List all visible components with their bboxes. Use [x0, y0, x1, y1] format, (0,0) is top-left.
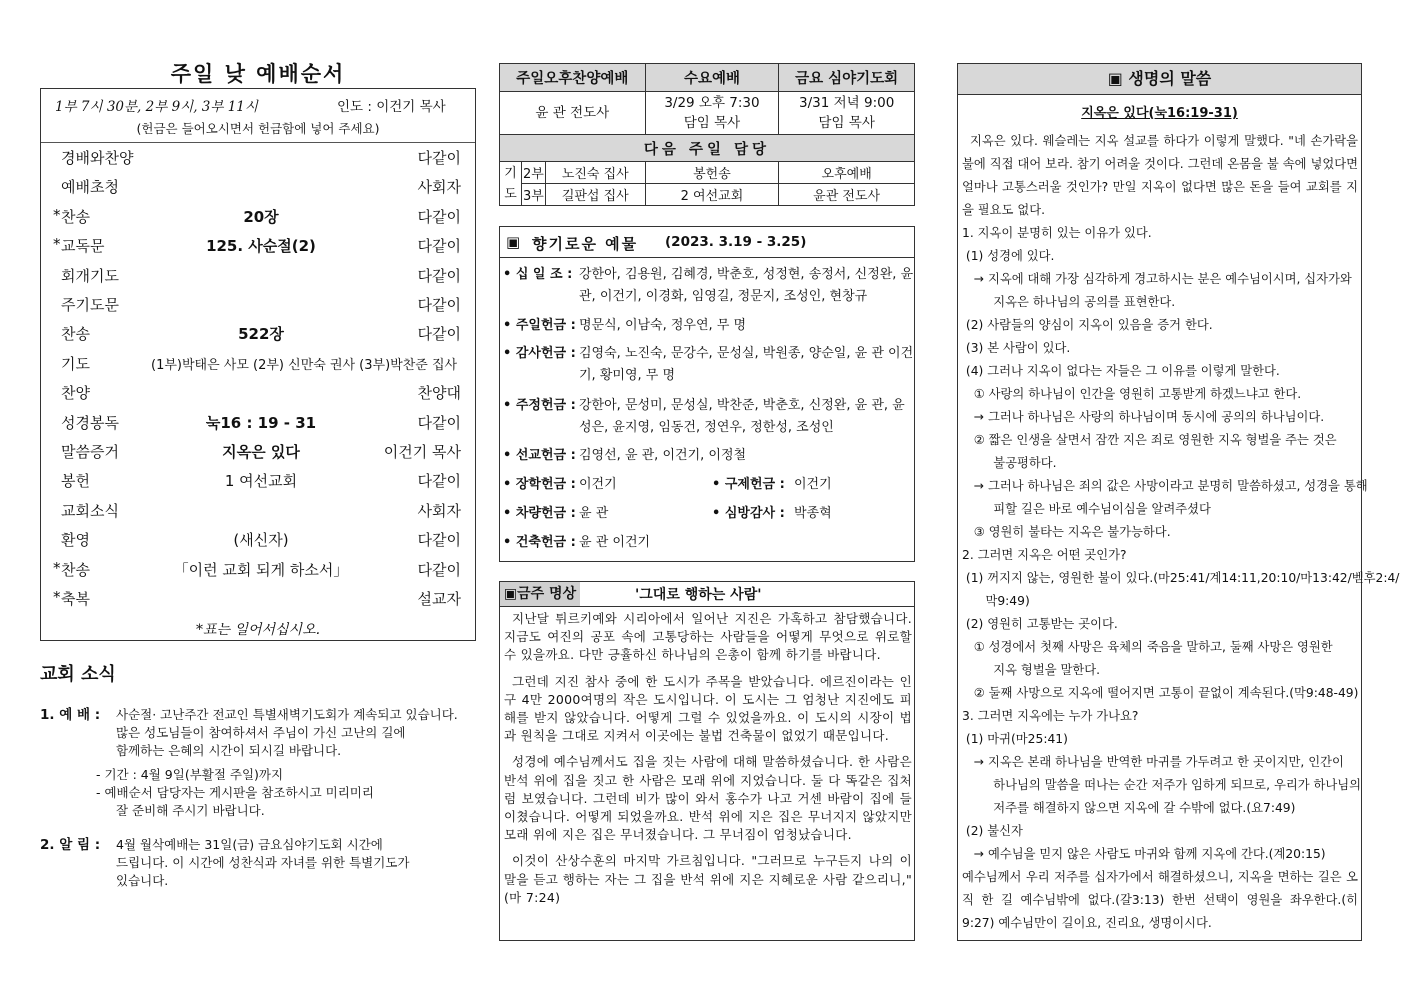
- schedule-header: 수요예배: [645, 64, 779, 92]
- order-row: [47, 294, 461, 322]
- order-item-role: 찬양대: [417, 384, 461, 403]
- order-item-detail: 지옥은 있다: [222, 443, 300, 461]
- news-item-head: 1. 예 배 :: [40, 707, 101, 723]
- offering-weekly: [503, 395, 915, 439]
- offering-names: 김영선, 윤 관, 이건기, 이정철: [579, 448, 747, 463]
- order-row: [47, 470, 461, 498]
- order-row: [47, 588, 461, 616]
- divider: [41, 142, 475, 143]
- sermon-line: → 그러나 하나님은 사랑의 하나님이며 동시에 공의의 하나님이다.: [962, 410, 1325, 424]
- offering-label: • 선교헌금 :: [503, 448, 576, 463]
- meditation-header: [500, 582, 914, 607]
- order-item-role: 다같이: [417, 237, 461, 256]
- order-item-label: 경배와찬양: [61, 149, 134, 167]
- news-item-head: 2. 알 림 :: [40, 837, 101, 853]
- order-item-role: 사회자: [417, 178, 461, 197]
- sermon-line: 막9:49): [962, 594, 1030, 608]
- meditation-box: [499, 581, 915, 941]
- offering-label: • 장학헌금 :: [503, 477, 576, 492]
- offering-names: 강한아, 김용원, 김혜경, 박춘호, 성정현, 송정서, 신정완, 윤 관, 이건기, 이경화, 임영길, 정문지, 조성인, 현창규: [579, 267, 914, 304]
- offering-names: 강한아, 문성미, 문성실, 박찬준, 박춘호, 신정완, 윤 관, 윤성은, 윤지영, 임동건, 정연우, 정한성, 조성인: [579, 398, 905, 435]
- order-item-detail: 522장: [238, 325, 284, 344]
- offerings-box: [499, 226, 915, 562]
- offering-names: 박종혁: [794, 506, 832, 521]
- sermon-line: (3) 본 사람이 있다.: [962, 341, 1071, 355]
- sermon-line: 지옥은 하나님의 공의를 표현한다.: [962, 295, 1176, 309]
- offering-names: 윤 관: [579, 506, 609, 521]
- offering-relief: [712, 474, 912, 496]
- order-item-detail: 「이런 교회 되게 하소서」: [173, 560, 349, 579]
- news-line: 함께하는 은혜의 시간이 되시길 바랍니다.: [116, 743, 342, 758]
- sermon-line: (1) 성경에 있다.: [962, 249, 1055, 263]
- order-item-detail: 20장: [243, 207, 279, 226]
- news-line: 4월 월삭예배는 31일(금) 금요심야기도회 시간에: [116, 837, 383, 852]
- prayer-label: 기 도: [500, 162, 522, 206]
- sermon-closing: 예수님께서 우리 저주를 십자가에서 해결하셨으니, 지옥을 면하는 길은 오직 한 길 예수님밖에 없다.(갈3:13) 한번 선택이 영원을 좌우한다.(히9:27) 예수님만이 길이요, 진리요, 생명이시다.: [962, 870, 1358, 930]
- sermon-outline: [962, 222, 1400, 866]
- offering-label: • 십 일 조 :: [503, 267, 573, 282]
- order-row: [47, 147, 461, 175]
- order-item-label: 교회소식: [61, 501, 119, 520]
- prayer-person: 길판섭 집사: [545, 184, 645, 206]
- offerings-header: [500, 227, 914, 258]
- sermon-line: → 지옥에 대해 가장 심각하게 경고하시는 분은 예수님이시며, 십자가와: [962, 272, 1352, 286]
- order-item-label: 찬송: [61, 325, 90, 344]
- square-icon: ▣: [506, 233, 521, 251]
- sermon-line: 지옥 형벌을 말한다.: [962, 663, 1101, 677]
- schedule-header: 주일오후찬양예배: [500, 64, 646, 92]
- service-part: 2부: [521, 162, 545, 184]
- order-row: [47, 235, 461, 263]
- news-line: 드립니다. 이 시간에 성찬식과 자녀를 위한 특별기도가: [116, 855, 410, 870]
- order-title: 주일 낮 예배순서: [170, 62, 346, 86]
- order-item-label: 기도: [61, 354, 90, 373]
- pm-service-label: 오후예배: [779, 162, 915, 184]
- offering-mission: [503, 445, 915, 467]
- schedule-person: 담임 목사: [683, 115, 741, 131]
- order-item-detail: 1 여선교회: [224, 472, 298, 491]
- offering-label: • 주일헌금 :: [503, 318, 576, 333]
- news-item-notice: [40, 836, 460, 896]
- stand-mark: *: [53, 558, 61, 577]
- offering-names: 김영숙, 노진숙, 문강수, 문성실, 박원종, 양순일, 윤 관 이건기, 황미영, 무 명: [579, 346, 914, 383]
- sermon-line: (2) 사람들의 양심이 지옥이 있음을 증거 한다.: [962, 318, 1213, 332]
- order-item-role: 다같이: [417, 296, 461, 314]
- meditation-label: ▣금주 명상: [500, 582, 580, 606]
- sermon-line: 저주를 해결하지 않으면 지옥에 갈 수밖에 없다.(요7:49): [962, 801, 1296, 815]
- offering-label: • 심방감사 :: [712, 506, 785, 521]
- sermon-line: ② 둘째 사망으로 지옥에 떨어지면 고통이 끝없이 계속된다.(막9:48-49): [962, 686, 1359, 700]
- order-item-role: 설교자: [417, 590, 461, 608]
- schedule-person: 담임 목사: [818, 115, 875, 131]
- service-leader: 인도 : 이건기 목사: [337, 99, 446, 115]
- offering-visit-thanks: [712, 503, 912, 525]
- order-item-label: 주기도문: [61, 296, 119, 314]
- schedule-table: [499, 63, 915, 206]
- offering-building: [503, 532, 915, 554]
- sermon-line: → 지옥은 본래 하나님을 반역한 마귀를 가두려고 한 곳이지만, 인간이: [962, 755, 1344, 769]
- sermon-line: ③ 영원히 불타는 지옥은 불가능하다.: [962, 525, 1171, 539]
- order-item-label: 찬송: [61, 207, 90, 226]
- order-item-role: 다같이: [417, 560, 461, 579]
- offerings-period: (2023. 3.19 - 3.25): [665, 234, 807, 250]
- sermon-line: ① 성경에서 첫째 사망은 육체의 죽음을 말하고, 둘째 사망은 영원한: [962, 640, 1333, 654]
- order-item-role: 다같이: [417, 325, 461, 344]
- order-item-role: 다같이: [417, 207, 461, 226]
- schedule-header: 금요 심야기도회: [779, 64, 915, 92]
- stand-mark: *: [53, 235, 61, 254]
- news-sub-line: - 기간 : 4월 9일(부활절 주일)까지: [96, 767, 284, 782]
- words-of-life-title: ▣ 생명의 말씀: [958, 64, 1361, 95]
- sermon-line: ② 짧은 인생을 살면서 잠깐 지은 죄로 영원한 지옥 형벌을 주는 것은: [962, 433, 1337, 447]
- worship-order-box: [40, 88, 476, 641]
- sermon-subtitle: 지옥은 있다(눅16:19-31): [1081, 106, 1238, 121]
- sermon-line: (2) 영원히 고통받는 곳이다.: [962, 617, 1118, 631]
- news-line: 많은 성도님들이 참여하셔서 주님이 가신 고난의 길에: [116, 725, 406, 740]
- prayer-leaders: (1부)박태은 사모 (2부) 신만숙 권사 (3부)박찬준 집사: [151, 357, 458, 373]
- offering-label: • 차량헌금 :: [503, 506, 576, 521]
- order-row: [47, 559, 461, 587]
- news-sub-line: - 예배순서 담당자는 게시판을 참조하시고 미리미리: [96, 785, 374, 800]
- sermon-line: 불공평하다.: [962, 456, 1057, 470]
- sermon-line: (4) 그러나 지옥이 없다는 자들은 그 이유를 이렇게 말한다.: [962, 364, 1280, 378]
- order-row: [47, 500, 461, 528]
- schedule-cell: 윤 관 전도사: [500, 92, 646, 135]
- order-item-role: 사회자: [417, 501, 461, 520]
- offerings-title: 향기로운 예물: [532, 235, 639, 253]
- order-item-label: 말씀증거: [61, 443, 119, 461]
- order-item-label: 봉헌: [61, 472, 90, 491]
- offering-names: 윤 관 이건기: [579, 535, 651, 550]
- order-item-label: 성경봉독: [61, 413, 119, 432]
- sermon-line: 하나님의 말씀을 떠나는 순간 저주가 임하게 되므로, 우리가 하나님의: [962, 778, 1362, 792]
- schedule-time: 3/31 저녁 9:00: [799, 95, 895, 111]
- schedule-time: 3/29 오후 7:30: [664, 95, 760, 111]
- order-item-role: 다같이: [417, 149, 461, 167]
- order-row: [47, 441, 461, 469]
- schedule-cell: [779, 92, 915, 135]
- offering-label: • 감사헌금 :: [503, 346, 576, 361]
- order-row: [47, 265, 461, 293]
- news-line: 있습니다.: [116, 873, 169, 888]
- sermon-line: (2) 불신자: [962, 824, 1023, 838]
- order-row: [47, 412, 461, 440]
- sermon-line: → 그러나 하나님은 죄의 값은 사망이라고 분명히 말씀하셨고, 성경을 통해: [962, 479, 1368, 493]
- order-item-label: 찬송: [61, 560, 90, 579]
- offering-names: 이건기: [794, 477, 832, 492]
- service-part: 3부: [521, 184, 545, 206]
- order-item-label: 찬양: [61, 384, 90, 403]
- order-item-detail: 눅16 : 19 - 31: [205, 413, 317, 432]
- order-row: [47, 529, 461, 557]
- stand-mark: *: [53, 205, 61, 224]
- offering-song-label: 봉헌송: [645, 162, 779, 184]
- order-item-role: 이건기 목사: [383, 443, 461, 461]
- order-item-label: 교독문: [61, 237, 105, 256]
- news-sub-line: 잘 준비해 주시기 바랍니다.: [116, 803, 265, 818]
- order-item-detail: 125. 사순절(2): [206, 237, 316, 256]
- order-item-role: 다같이: [417, 531, 461, 550]
- sermon-body: [962, 130, 1400, 935]
- pm-service-value: 윤관 전도사: [779, 184, 915, 206]
- news-title: 교회 소식: [40, 664, 116, 685]
- order-row: [47, 206, 461, 234]
- order-item-label: 회개기도: [61, 266, 119, 285]
- sermon-line: 1. 지옥이 분명히 있는 이유가 있다.: [962, 226, 1152, 240]
- order-footer: *표는 일어서십시오.: [195, 622, 321, 638]
- offering-label: • 구제헌금 :: [712, 477, 785, 492]
- offering-label: • 건축헌금 :: [503, 535, 576, 550]
- meditation-body: [504, 610, 912, 915]
- order-item-role: 다같이: [417, 266, 461, 285]
- order-row: [47, 353, 461, 381]
- order-item-label: 환영: [61, 531, 90, 550]
- sermon-line: 피할 길은 바로 예수님이심을 알려주셨다: [962, 502, 1211, 516]
- meditation-title: '그대로 행하는 사람': [635, 587, 762, 603]
- next-week-title: 다음 주일 담당: [500, 135, 915, 162]
- news-line: 사순절· 고난주간 전교인 특별새벽기도회가 계속되고 있습니다.: [116, 707, 458, 722]
- sermon-line: ① 사랑의 하나님이 인간을 영원히 고통받게 하겠느냐고 한다.: [962, 387, 1302, 401]
- order-item-detail: (새신자): [233, 531, 289, 550]
- sermon-line: (1) 꺼지지 않는, 영원한 불이 있다.(마25:41/계14:11,20:10/마13:42/벧후2:4/: [962, 571, 1400, 585]
- sermon-line: → 예수님을 믿지 않은 사람도 마귀와 함께 지옥에 간다.(계20:15): [962, 847, 1326, 861]
- words-of-life-box: [957, 63, 1400, 941]
- order-row: [47, 323, 461, 351]
- order-info: [55, 95, 465, 115]
- sermon-line: (1) 마귀(마25:41): [962, 732, 1068, 746]
- meditation-paragraph: 성경에 예수님께서도 집을 짓는 사람에 대해 말씀하셨습니다. 한 사람은 반석 위에 집을 짓고 한 사람은 모래 위에 지었습니다. 둘 다 똑같은 집처럼 보였습니다. 그런데 비가 많이 와서 홍수가 나고 거센 바람이 집에 들이쳤습니다. 어떻게 되었을까요. 반석 위에 지은 집은 무너지지 않았지만 모래 위에 지은 집은 무너졌습니다. 그 무너짐이 엄청났습니다.: [504, 754, 912, 843]
- sermon-line: 2. 그러면 지옥은 어떤 곳인가?: [962, 548, 1127, 562]
- schedule-cell: [645, 92, 779, 135]
- order-row: [47, 382, 461, 410]
- order-item-label: 예배초청: [61, 178, 119, 197]
- order-row: [47, 176, 461, 204]
- meditation-paragraph: 그런데 지진 참사 중에 한 도시가 주목을 받았습니다. 에르진이라는 인구 4만 2000여명의 작은 도시입니다. 이 도시는 그 엄청난 지진에도 피해를 받지 않았습니다. 어떻게 그럴 수 있었을까요. 이 도시의 시장이 법과 원칙을 그대로 지켜서 이곳에는 불법 건축물이 없었기 때문입니다.: [504, 673, 912, 744]
- order-item-label: 축복: [61, 590, 90, 608]
- offering-song-value: 2 여선교회: [645, 184, 779, 206]
- service-times: 1부 7시 30분, 2부 9시, 3부 11시: [55, 99, 258, 115]
- order-item-role: 다같이: [417, 413, 461, 432]
- offering-sunday: [503, 315, 915, 337]
- offering-note: (헌금은 들어오시면서 헌금함에 넣어 주세요): [136, 121, 380, 136]
- meditation-paragraph: 지난달 튀르키예와 시리아에서 일어난 지진은 가혹하고 참담했습니다. 지금도 여진의 공포 속에 고통당하는 사람들을 어떻게 무엇으로 위로할 수 있을까요. 다만 긍휼하신 하나님의 은총이 함께 하기를 바랍니다.: [504, 611, 912, 663]
- sermon-line: 3. 그러면 지옥에는 누가 가나요?: [962, 709, 1139, 723]
- stand-mark: *: [53, 588, 61, 606]
- sermon-intro: 지옥은 있다. 웨슬레는 지옥 설교를 하다가 이렇게 말했다. "네 손가락을 불에 직접 대어 보라. 참기 어려울 것이다. 그런데 온몸을 불 속에 넣었다면 얼마나 고통스러울 것인가? 만일 지옥이 없다면 많은 돈을 들여 교회를 지을 필요도 없다.: [962, 134, 1358, 217]
- offering-label: • 주정헌금 :: [503, 398, 576, 413]
- meditation-paragraph: 이것이 산상수훈의 마지막 가르침입니다. "그러므로 누구든지 나의 이 말을 듣고 행하는 자는 그 집을 반석 위에 지은 지혜로운 사람 같으리니,"(마 7:24): [504, 853, 912, 905]
- offering-names: 명문식, 이남숙, 정우연, 무 명: [579, 318, 747, 333]
- offering-thanks: [503, 343, 915, 387]
- offering-names: 이건기: [579, 477, 617, 492]
- order-item-role: 다같이: [417, 472, 461, 491]
- offering-tithe: [503, 264, 915, 308]
- prayer-person: 노진숙 집사: [545, 162, 645, 184]
- news-item-worship: [40, 706, 460, 816]
